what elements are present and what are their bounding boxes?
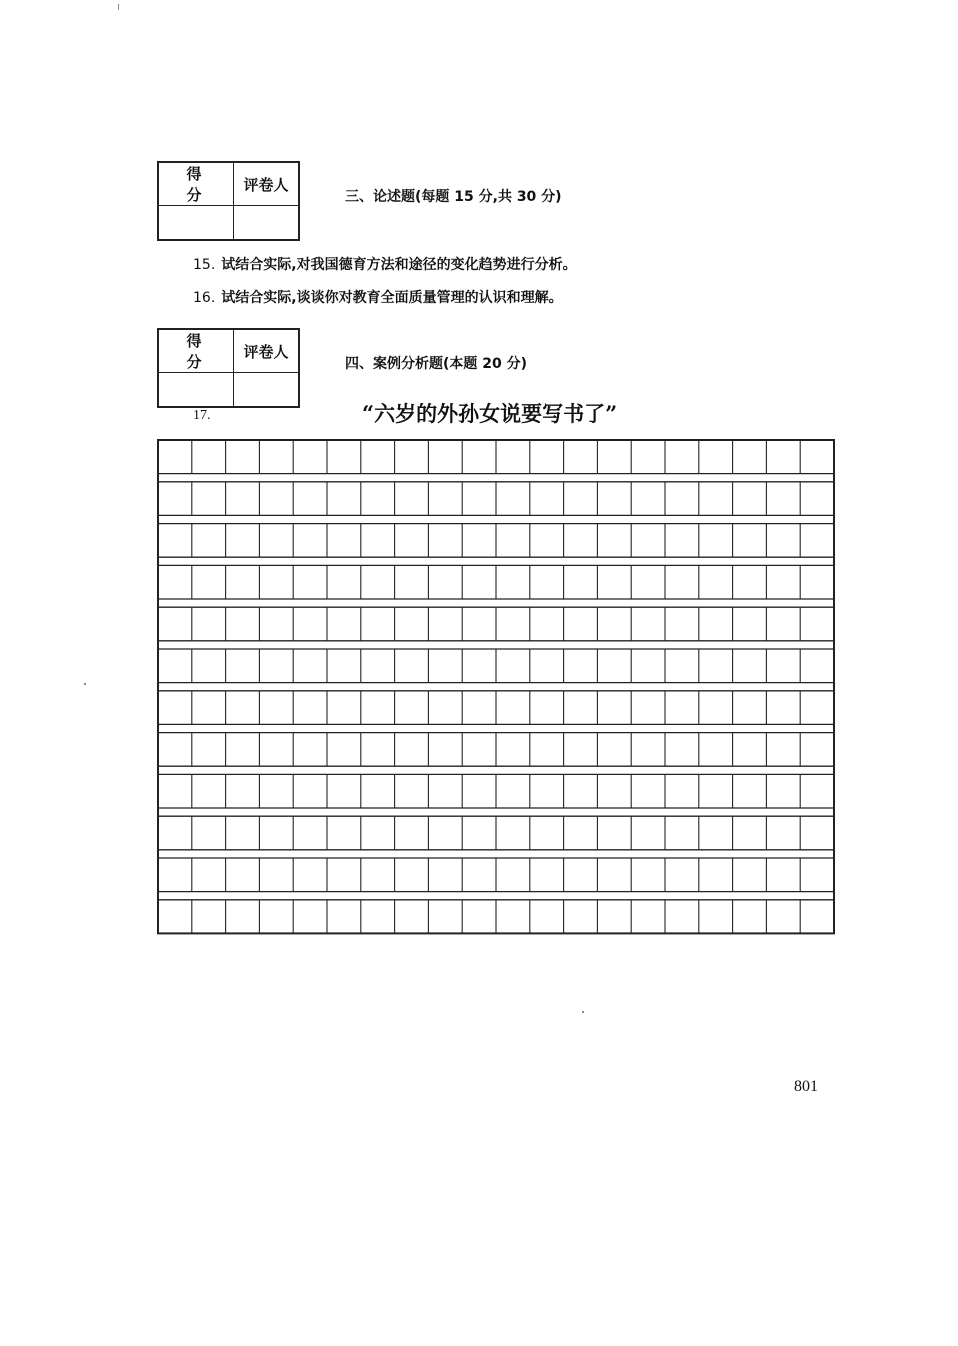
score-box-section4 <box>157 328 300 408</box>
question-number: 15. <box>193 257 216 273</box>
score-label: 得 分 <box>158 162 234 206</box>
scan-speck <box>118 4 119 10</box>
question-17-title: “六岁的外孙女说要写书了” <box>362 401 618 426</box>
grader-label: 评卷人 <box>234 329 300 373</box>
scan-speck <box>582 1011 584 1013</box>
grader-field[interactable] <box>234 206 300 241</box>
question-17-number: 17. <box>193 408 211 423</box>
question-text: 试结合实际,对我国德育方法和途径的变化趋势进行分析。 <box>221 257 577 273</box>
page-number: 801 <box>794 1078 818 1095</box>
section4-title: 四、案例分析题(本题 20 分) <box>345 356 528 372</box>
score-box-section3 <box>157 161 300 241</box>
score-label: 得 分 <box>158 329 234 373</box>
section3-title: 三、论述题(每题 15 分,共 30 分) <box>345 189 562 205</box>
question-15 <box>193 254 577 274</box>
question-number: 16. <box>193 290 216 306</box>
score-field[interactable] <box>158 206 234 241</box>
grader-label: 评卷人 <box>234 162 300 206</box>
grader-field[interactable] <box>234 373 300 408</box>
question-16 <box>193 287 563 307</box>
scan-speck <box>84 683 86 685</box>
score-field[interactable] <box>158 373 234 408</box>
writing-grid[interactable] <box>157 439 835 935</box>
question-text: 试结合实际,谈谈你对教育全面质量管理的认识和理解。 <box>221 290 563 306</box>
